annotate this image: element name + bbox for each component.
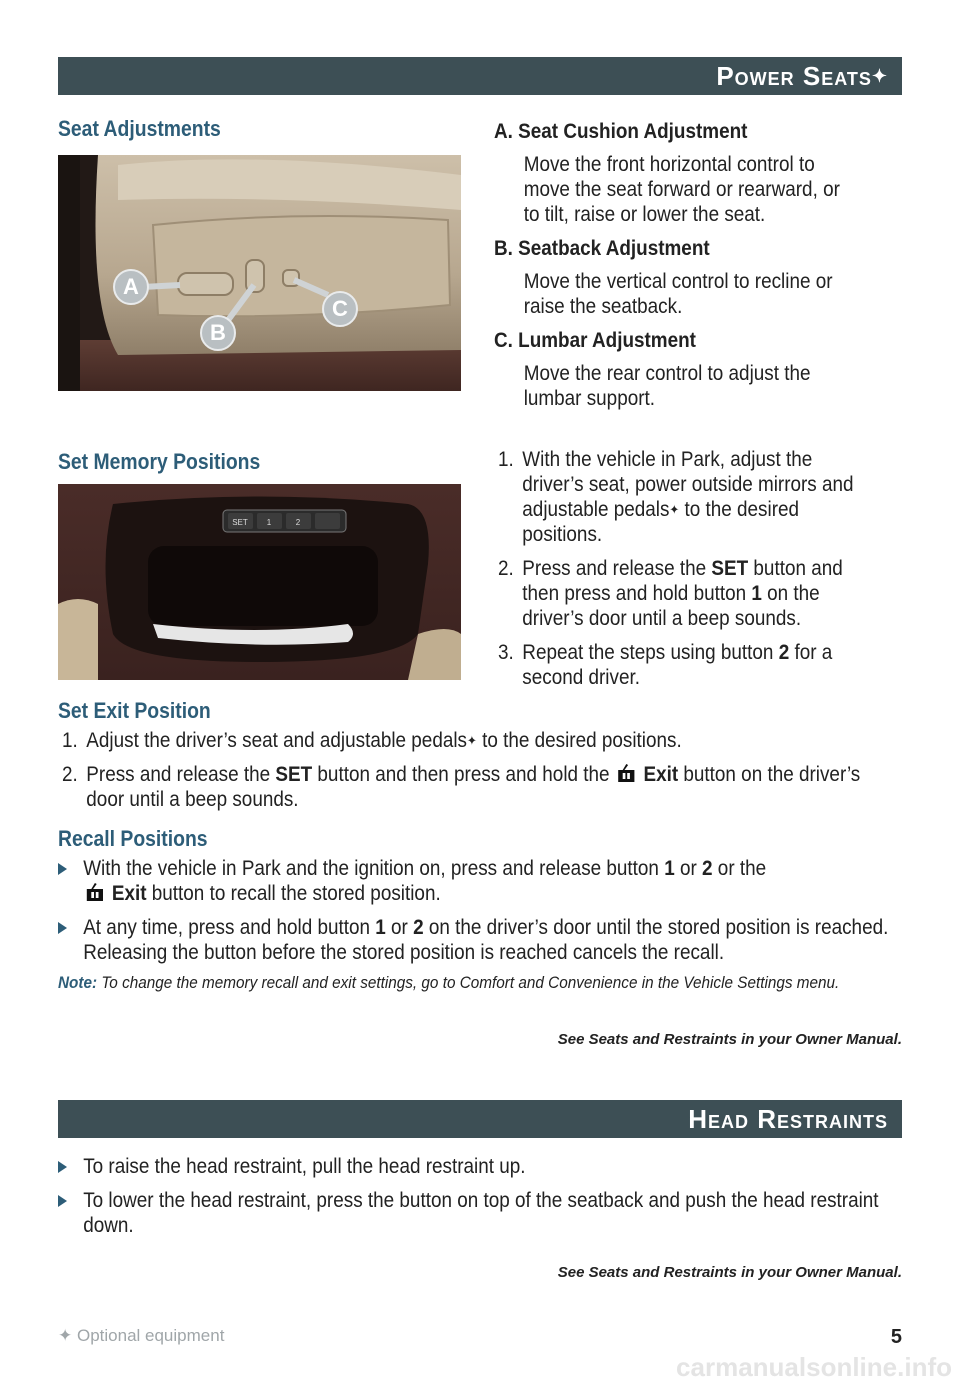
step-text: Press and release the: [522, 557, 712, 580]
seat-controls-photo: [58, 155, 461, 391]
adjustment-item: [494, 327, 894, 411]
list-item: [62, 728, 899, 753]
optional-mark-icon: ✦: [871, 66, 888, 86]
bullet-bold: 1: [375, 916, 386, 939]
watermark: carmanualsonline.info: [676, 1352, 952, 1382]
adjustment-title: A. Seat Cushion Adjustment: [494, 120, 748, 143]
page-number: 5: [890, 1326, 902, 1348]
step-bold: SET: [711, 557, 749, 580]
bullet-text: button to recall the stored position.: [146, 882, 441, 905]
bullet-bold: 2: [702, 857, 713, 880]
step-bold: SET: [275, 763, 313, 786]
seat-adjustments-heading: Seat Adjustments: [58, 116, 221, 141]
bullet-text: At any time, press and hold button: [83, 916, 376, 939]
step-number: 1.: [62, 729, 78, 752]
step-text: Repeat the steps using button: [522, 641, 779, 664]
list-item: [498, 556, 858, 631]
exit-steps: [62, 728, 960, 821]
exit-heading: Set Exit Position: [58, 698, 211, 723]
note-label: Note:: [58, 973, 98, 992]
bullet-bold: 2: [413, 916, 424, 939]
step-bold: 2: [778, 641, 790, 664]
step-text: Adjust the driver’s seat and adjustable pedals: [86, 729, 468, 752]
banner-title: Power Seats: [716, 61, 872, 91]
step-text: button and then press and hold the: [312, 763, 615, 786]
step-text: to the desired positions.: [476, 729, 682, 752]
step-number: 2.: [498, 557, 514, 580]
step-text: to the desired positions.: [522, 498, 800, 546]
adjustment-item: [494, 118, 894, 227]
bullet-text: With the vehicle in Park and the ignition on, press and release button: [83, 857, 665, 880]
exit-icon: [615, 763, 638, 783]
bullet-arrow-icon: [58, 1161, 67, 1173]
step-bold: Exit: [643, 763, 679, 786]
step-text: button and then press and hold button: [522, 557, 843, 605]
step-number: 2.: [62, 763, 78, 786]
step-text: on the driver’s door until a beep sounds.: [522, 582, 820, 630]
adjustment-title: C. Lumbar Adjustment: [494, 329, 696, 352]
optional-mark-icon: ✦: [669, 502, 680, 517]
recall-heading: Recall Positions: [58, 826, 208, 851]
step-number: 1.: [498, 448, 514, 471]
seat-adjustment-list: [494, 118, 894, 419]
list-item: [58, 915, 904, 965]
callout-b: B: [200, 315, 236, 351]
adjustment-title: B. Seatback Adjustment: [494, 237, 710, 260]
callout-a: A: [113, 269, 149, 305]
step-text: button on the driver’s door until a beep sounds.: [86, 763, 861, 811]
bullet-text: or: [674, 857, 703, 880]
bullet-arrow-icon: [58, 863, 67, 875]
exit-icon: [83, 882, 106, 902]
bullet-text: To raise the head restraint, pull the head restraint up.: [83, 1155, 526, 1178]
adjustment-description: Move the vertical control to recline or raise the seatback.: [523, 270, 833, 318]
see-owner-manual: See Seats and Restraints in your Owner Manual.: [557, 1264, 902, 1281]
recall-bullets: [58, 856, 960, 974]
adjustment-description: Move the front horizontal control to move the seat forward or rearward, or to tilt, raise or lower the seat.: [523, 153, 840, 226]
list-item: [58, 1188, 895, 1238]
optional-mark-icon: ✦: [467, 733, 477, 748]
note-text: To change the memory recall and exit settings, go to Comfort and Convenience in the Vehicle Settings menu.: [101, 973, 840, 992]
bullet-arrow-icon: [58, 922, 67, 934]
list-item: [498, 447, 858, 547]
step-text: With the vehicle in Park, adjust the driver’s seat, power outside mirrors and adjustable pedals: [522, 448, 854, 521]
step-number: 3.: [498, 641, 514, 664]
adjustment-description: Move the rear control to adjust the lumbar support.: [523, 362, 811, 410]
banner-title: Head Restraints: [688, 1104, 888, 1134]
bullet-text: or the: [712, 857, 767, 880]
memory-steps: [498, 447, 898, 699]
head-restraints-banner: [58, 1100, 902, 1138]
panel-2-label: 2: [295, 518, 301, 527]
optional-label: Optional equipment: [76, 1326, 225, 1345]
see-owner-manual: See Seats and Restraints in your Owner Manual.: [557, 1031, 902, 1048]
bullet-bold: Exit: [111, 882, 147, 905]
panel-set-label: SET: [232, 518, 248, 527]
step-text: for a second driver.: [522, 641, 833, 689]
step-bold: 1: [751, 582, 762, 605]
list-item: [498, 640, 858, 690]
power-seats-banner: [58, 57, 902, 95]
bullet-arrow-icon: [58, 1195, 67, 1207]
list-item: [58, 1154, 895, 1179]
step-text: Press and release the: [86, 763, 276, 786]
panel-1-label: 1: [266, 518, 272, 527]
list-item: [62, 762, 899, 812]
bullet-text: on the driver’s door until the stored position is reached. Releasing the button before the stored position is reached cancels the recall.: [83, 916, 889, 964]
bullet-text: or: [385, 916, 414, 939]
settings-note: [58, 972, 900, 994]
optional-equipment-footnote: [58, 1326, 224, 1346]
bullet-bold: 1: [664, 857, 675, 880]
optional-mark-icon: ✦: [58, 1326, 73, 1345]
adjustment-item: [494, 235, 894, 319]
door-panel-illustration: [58, 484, 461, 680]
bullet-text: To lower the head restraint, press the button on top of the seatback and push the head restraint down.: [83, 1189, 879, 1237]
door-panel-photo: [58, 484, 461, 680]
callout-c: C: [322, 291, 358, 327]
list-item: [58, 856, 904, 906]
memory-heading: Set Memory Positions: [58, 449, 261, 474]
head-restraint-bullets: [58, 1154, 960, 1247]
